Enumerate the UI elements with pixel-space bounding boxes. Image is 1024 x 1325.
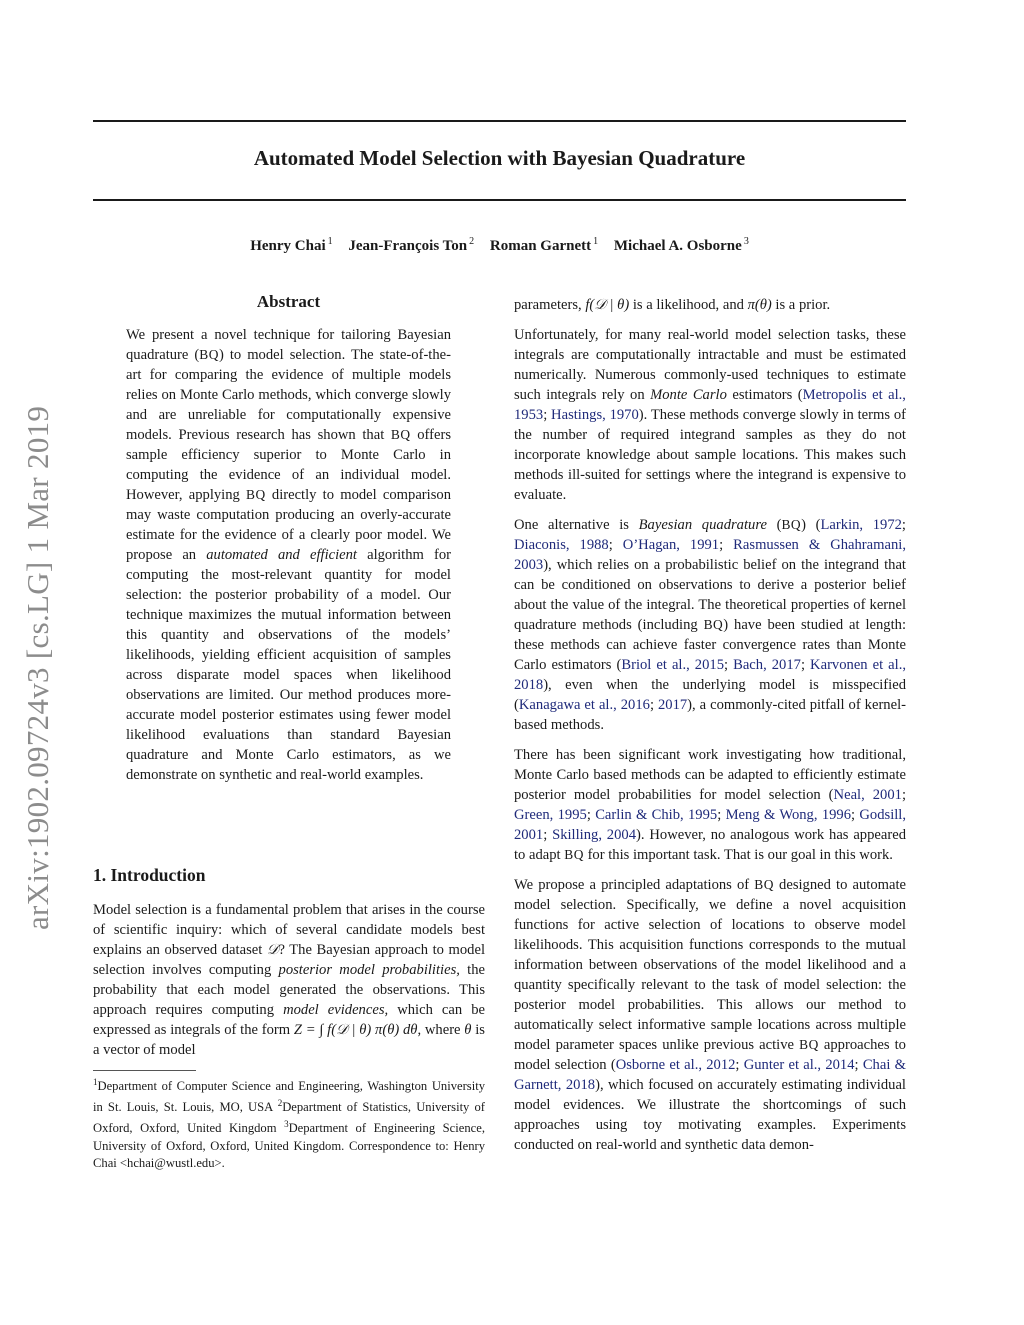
text: ; [586, 807, 596, 823]
text: for this important task. That is our goal in this work. [583, 847, 893, 863]
paragraph [514, 745, 906, 865]
citation-link[interactable]: Bach, 2017 [733, 657, 801, 673]
paragraph [514, 295, 906, 315]
footnote-mark: 2 [277, 1098, 283, 1109]
text: parameters, [514, 297, 586, 313]
emphasis: Monte Carlo [650, 387, 727, 403]
author [614, 238, 749, 254]
citation-link[interactable]: Green, 1995 [514, 807, 587, 823]
author [250, 238, 332, 254]
text: offers sample efficiency superior to Monte Carlo in computing the evidence of an individual model. However, applying [126, 427, 451, 503]
text: ) have been studied at length: these methods can achieve faster convergence rates than Monte Carlo estimators ( [514, 617, 907, 673]
text: directly to model comparison may waste computation producing an overly-accurate estimate for the evidence of a clearly poor model. We propose an [126, 487, 451, 563]
citation-link[interactable]: Godsill, 2001 [514, 807, 907, 843]
text: ; [543, 407, 552, 423]
text: ; [608, 537, 623, 553]
text: ? The Bayesian approach to model selection involves computing [93, 942, 485, 978]
abstract-paragraph [126, 325, 451, 785]
math-evidence-formula: Z = ∫ f(𝒟 | θ) π(θ) dθ [293, 1022, 418, 1038]
text: ; [649, 697, 658, 713]
affiliation-mark: 1 [327, 236, 333, 247]
text: is a prior. [771, 297, 831, 313]
text: ), which relies on a probabilistic belief on the integrand that can be conditioned on observations to derive a posterior belief about the value of the integral. The theoretical properties of kernel quadrature methods (including [514, 557, 906, 633]
affiliation-mark: 3 [743, 236, 749, 247]
affiliation-mark: 1 [593, 236, 599, 247]
text: We propose a principled adaptations of [514, 877, 755, 893]
text: ; [717, 807, 726, 823]
text: designed to automate model selection. Specifically, we define a novel acquisition functions for active selection of locations to observe model likelihoods. This acquisition functions corresponds to the mutual information between observations of the model likelihood and a quantity specifically relevant to the task of model selection: the posterior model probabilities. This allows our method to automatically select informative sample locations across multiple model parameter spaces unlike previous active [514, 877, 906, 1053]
math-prior: π(θ) [747, 297, 772, 313]
text: Model selection is a fundamental problem that arises in the course of scientific inquiry: which of several candidate models best explains an observed dataset [93, 902, 485, 958]
bq-abbrev: BQ [703, 617, 724, 632]
affiliations-footnote [93, 1074, 485, 1172]
text: the probability that each model generated the observations. This approach requires computing [93, 962, 485, 1018]
text: ; [719, 537, 734, 553]
intro-paragraph [93, 900, 485, 1060]
text: algorithm for computing the most-relevant quantity for model selection: the posterior probability of a model. Our technique maximizes the mutual information between this quantity and observations of the models’ likelihoods, yielding efficient acquisition of samples across disparate model spaces when likelihood observations are limited. Our method produces more-accurate model posterior estimates using fewer model likelihood evaluations than standard Bayesian quadrature and Monte Carlo estimators, as we demonstrate on synthetic and real-world examples. [126, 547, 451, 783]
bq-abbrev: BQ [564, 847, 584, 862]
text: , where [417, 1022, 465, 1038]
text: One alternative is [514, 517, 639, 533]
author-name: Jean-François Ton [348, 238, 468, 254]
citation-link[interactable]: 2017 [657, 697, 688, 713]
author [348, 238, 474, 254]
abstract-heading: Abstract [256, 292, 321, 311]
citation-link[interactable]: Diaconis, 1988 [514, 537, 609, 553]
citation-link[interactable]: Chai & Garnett, 2018 [514, 1057, 906, 1093]
author [490, 238, 598, 254]
right-column [514, 295, 906, 1165]
text: ), which focused on accurately estimating individual model evidences. We illustrate the shortcomings of such approaches using toy motivating examples. Experiments conducted on real-world and synthetic data demon- [514, 1077, 906, 1153]
citation-link[interactable]: Metropolis et al., 1953 [514, 387, 906, 423]
citation-link[interactable]: Briol et al., 2015 [621, 657, 724, 673]
text: ( [766, 517, 782, 533]
introduction-body [93, 900, 485, 1070]
bq-abbrev: BQ [781, 517, 802, 532]
text: ; [851, 807, 860, 823]
text: We present a novel technique for tailoring Bayesian quadrature ( [126, 327, 451, 363]
citation-link[interactable]: Karvonen et al., 2018 [514, 657, 907, 693]
text: ) to model selection. The state-of-the-art for comparing the evidence of multiple models relies on Monte Carlo methods, which converge slowly and are unreliable for computationally expensive models. Previous research has shown that [126, 347, 451, 443]
author-name: Michael A. Osborne [613, 238, 742, 254]
text: which can be expressed as integrals of the form [93, 1002, 485, 1038]
citation-link[interactable]: Larkin, 1972 [820, 517, 902, 533]
bq-abbrev: BQ [246, 487, 266, 502]
math-theta: θ [464, 1022, 472, 1038]
citation-link[interactable]: Osborne et al., 2012 [615, 1057, 736, 1073]
author-name: Henry Chai [250, 238, 326, 254]
bq-abbrev: BQ [799, 1037, 819, 1052]
author-name: Roman Garnett [489, 238, 592, 254]
text: ; [800, 657, 811, 673]
title-rule-top [93, 120, 906, 122]
text: estimators ( [726, 387, 803, 403]
text: Department of Computer Science and Engineering, Washington University in St. Louis, St. Louis, MO, USA [93, 1079, 485, 1115]
text: ). However, no analogous work has appeared to adapt [514, 827, 906, 863]
text: approaches to model selection ( [514, 1037, 906, 1073]
emphasis: Bayesian quadrature [638, 517, 767, 533]
citation-link[interactable]: Neal, 2001 [833, 787, 902, 803]
math-likelihood: f(𝒟 | θ) [585, 297, 630, 313]
text: ; [724, 657, 734, 673]
paragraph [514, 325, 906, 505]
math-dataset: 𝒟 [266, 942, 279, 958]
text: ; [735, 1057, 744, 1073]
bq-abbrev: BQ [199, 347, 219, 362]
paragraph [514, 515, 906, 735]
emphasis: automated and efficient [206, 547, 357, 563]
citation-link[interactable]: Kanagawa et al., 2016 [518, 697, 650, 713]
citation-link[interactable]: Hastings, 1970 [551, 407, 639, 423]
footnote-mark: 1 [93, 1077, 98, 1087]
text: ). These methods converge slowly in terms of the number of required integrand samples as they do not incorporate knowledge about sample locations. This makes such methods ill-suited for settings where the integrand is expensive to evaluate. [514, 407, 906, 503]
text: Department of Engineering Science, University of Oxford, Oxford, United Kingdom. Correspondence to: Henry Chai <hchai@wustl.edu>. [93, 1121, 485, 1170]
text: ; [901, 517, 906, 533]
bq-abbrev: BQ [390, 427, 411, 442]
emphasis: posterior model probabilities, [278, 962, 460, 978]
text: ; [901, 787, 906, 803]
citation-link[interactable]: O’Hagan, 1991 [622, 537, 720, 553]
emphasis: model evidences, [283, 1002, 389, 1018]
text: is a vector of model [93, 1022, 485, 1058]
bq-abbrev: BQ [754, 877, 774, 892]
section-heading-introduction: 1. Introduction [93, 865, 206, 885]
text: ), a commonly-cited pitfall of kernel-based methods. [514, 697, 906, 733]
abstract-body [126, 325, 451, 795]
arxiv-stamp: arXiv:1902.09724v3 [cs.LG] 1 Mar 2019 [20, 405, 55, 930]
text: ), even when the underlying model is misspecified ( [514, 677, 906, 713]
author-list [93, 236, 906, 255]
text: is a likelihood, and [629, 297, 748, 313]
citation-link[interactable]: Rasmussen & Ghahramani, 2003 [514, 537, 906, 573]
citation-link[interactable]: Meng & Wong, 1996 [725, 807, 852, 823]
affiliation-mark: 2 [469, 236, 475, 247]
text: Department of Statistics, University of Oxford, Oxford, United Kingdom [93, 1100, 485, 1136]
footnote-rule [93, 1070, 196, 1071]
footnote-mark: 3 [284, 1119, 289, 1130]
text: ) ( [801, 517, 821, 533]
paragraph [514, 875, 906, 1155]
citation-link[interactable]: Gunter et al., 2014 [743, 1057, 855, 1073]
paper-title: Automated Model Selection with Bayesian Quadrature [253, 146, 746, 170]
title-rule-bottom [93, 199, 906, 201]
citation-link[interactable]: Carlin & Chib, 1995 [595, 807, 718, 823]
text: ; [543, 827, 553, 843]
text: ; [854, 1057, 863, 1073]
citation-link[interactable]: Skilling, 2004 [552, 827, 636, 843]
text: There has been significant work investigating how traditional, Monte Carlo based methods can be adapted to efficiently estimate posterior model probabilities for model selection ( [514, 747, 906, 803]
text: Unfortunately, for many real-world model selection tasks, these integrals are computationally intractable and must be estimated numerically. Numerous commonly-used techniques to estimate such integrals rely on [514, 327, 906, 403]
